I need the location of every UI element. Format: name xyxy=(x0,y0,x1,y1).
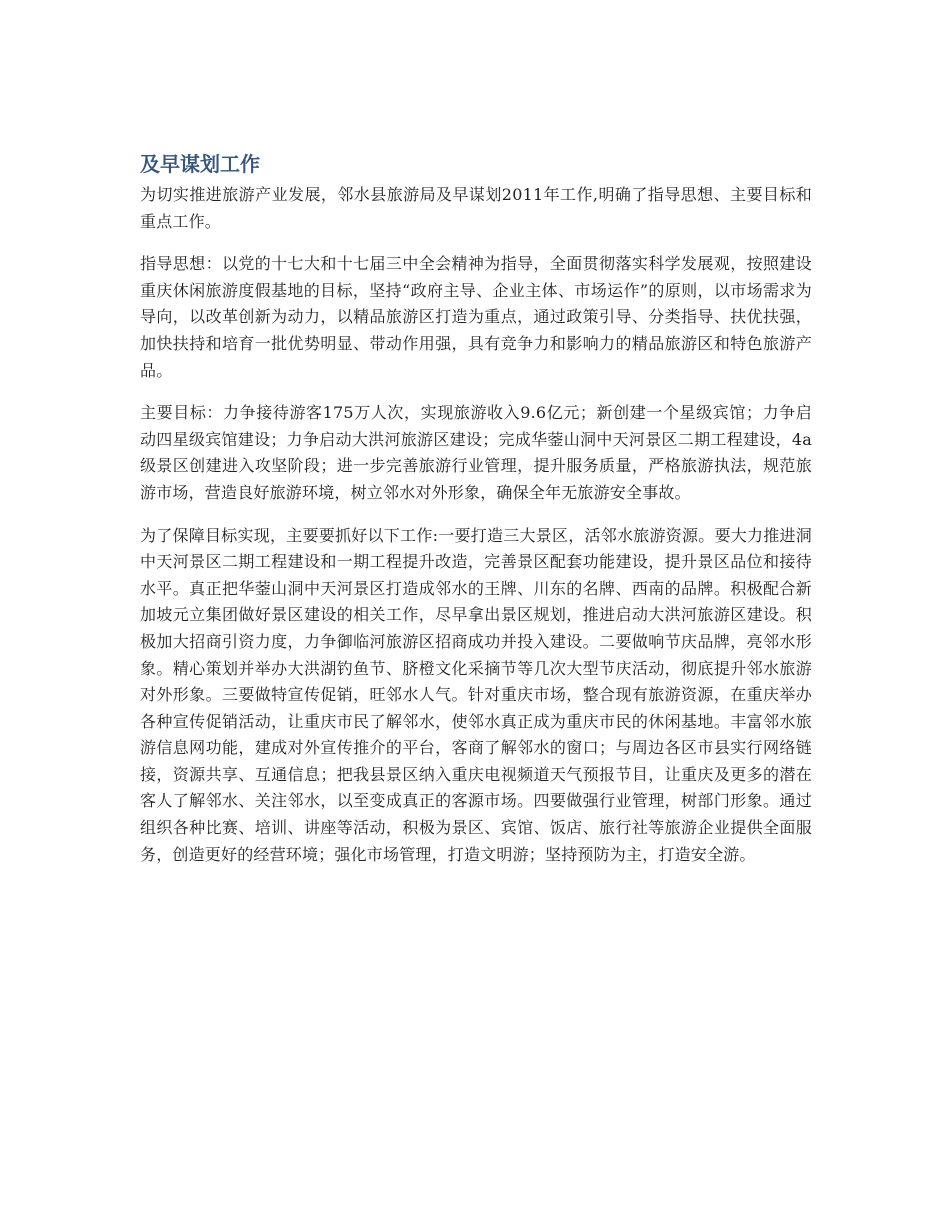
paragraph-intro: 为切实推进旅游产业发展，邻水县旅游局及早谋划2011年工作,明确了指导思想、主要目标和重点工作。 xyxy=(140,185,812,231)
paragraph-guiding-thought: 指导思想：以党的十七大和十七届三中全会精神为指导，全面贯彻落实科学发展观，按照建设重庆休闲旅游度假基地的目标，坚持“政府主导、企业主体、市场运作”的原则，以市场需求为导向，以改革创新为动力，以精品旅游区打造为重点，通过政策引导、分类指导、扶优扶强，加快扶持和培育一批优势明显、带动作用强，具有竞争力和影响力的精品旅游区和特色旅游产品。 xyxy=(140,254,812,380)
paragraph-key-work: 为了保障目标实现，主要要抓好以下工作:一要打造三大景区，活邻水旅游资源。要大力推进洞中天河景区二期工程建设和一期工程提升改造，完善景区配套功能建设，提升景区品位和接待水平。真正把华蓥山洞中天河景区打造成邻水的王牌、川东的名牌、西南的品牌。积极配合新加坡元立集团做好景区建设的相关工作，尽早拿出景区规划，推进启动大洪河旅游区建设。积极加大招商引资力度，力争御临河旅游区招商成功并投入建设。二要做响节庆品牌，亮邻水形象。精心策划并举办大洪湖钓鱼节、脐橙文化采摘节等几次大型节庆活动，彻底提升邻水旅游对外形象。三要做特宣传促销，旺邻水人气。针对重庆市场，整合现有旅游资源，在重庆举办各种宣传促销活动，让重庆市民了解邻水，使邻水真正成为重庆市民的休闲基地。丰富邻水旅游信息网功能，建成对外宣传推介的平台，客商了解邻水的窗口；与周边各区市县实行网络链接，资源共享、互通信息；把我县景区纳入重庆电视频道天气预报节目，让重庆及更多的潜在客人了解邻水、关注邻水，以至变成真正的客源市场。四要做强行业管理，树部门形象。通过组织各种比赛、培训、讲座等活动，积极为景区、宾馆、饭店、旅行社等旅游企业提供全面服务，创造更好的经营环境；强化市场管理，打造文明游；坚持预防为主，打造安全游。 xyxy=(140,525,812,864)
document-page xyxy=(140,150,812,884)
paragraph-main-goals: 主要目标：力争接待游客175万人次，实现旅游收入9.6亿元；新创建一个星级宾馆；力争启动四星级宾馆建设；力争启动大洪河旅游区建设；完成华蓥山洞中天河景区二期工程建设，4a级景区创建进入攻坚阶段；进一步完善旅游行业管理，提升服务质量，严格旅游执法，规范旅游市场，营造良好旅游环境，树立邻水对外形象，确保全年无旅游安全事故。 xyxy=(140,403,812,502)
document-title: 及早谋划工作 xyxy=(140,152,260,176)
